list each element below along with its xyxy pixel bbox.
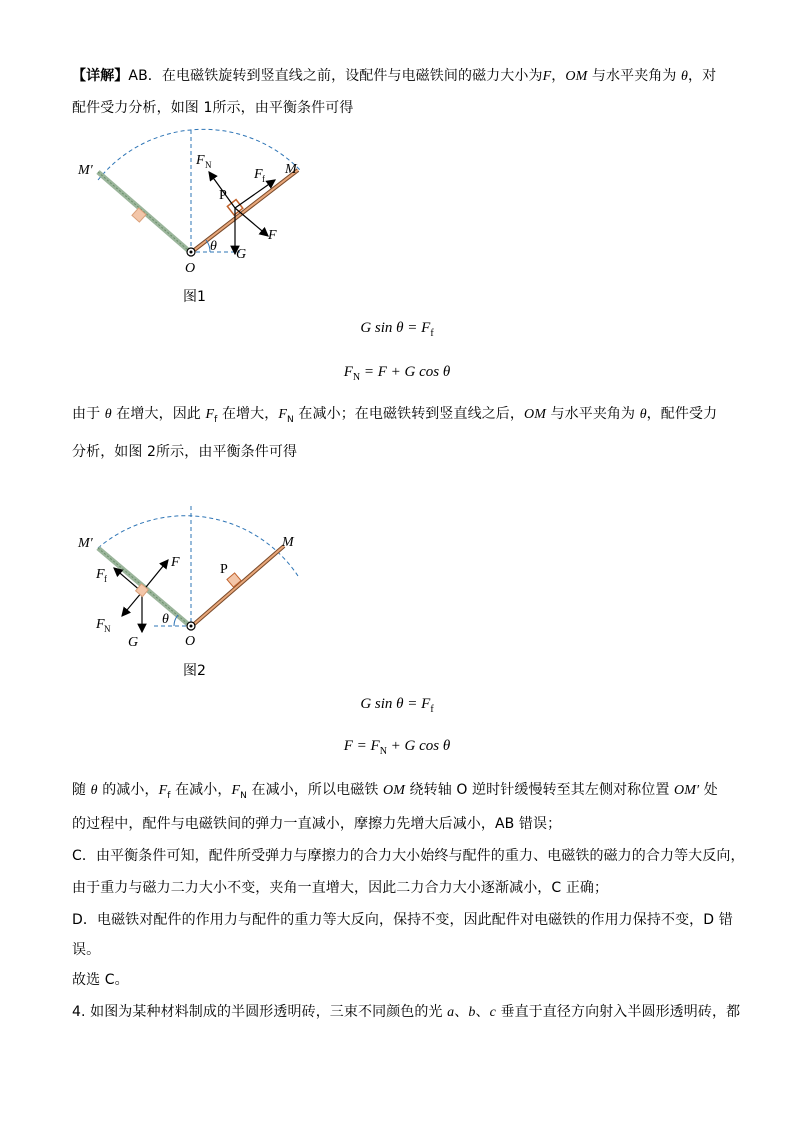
fig2-caption: 图2 [183,663,206,679]
fig1-label-O: O [185,261,196,276]
equation-4: $F = F_N + G$ cos θ [343,738,451,757]
fig2-label-O: O [185,634,196,649]
figure-1 [70,124,320,284]
para2-line2: 分析，如图 2所示，由平衡条件可得 [72,444,298,460]
fig1-label-Ff-sub: f [262,174,265,184]
fig1-label-P: P [219,188,227,203]
fig1-label-Ff: F [254,167,263,182]
fig1-label-M: M [285,162,297,177]
fig1-label-theta: θ [210,239,217,254]
fig1-label-FN-sub: N [205,160,212,170]
para6-line1: 故选 C。 [72,972,129,988]
fig1-label-Mprime: M′ [78,163,93,178]
fig1-arrow-F [235,208,268,236]
figure-2 [70,498,320,658]
para4-line1: C．由平衡条件可知，配件所受弹力与摩擦力的合力大小始终与配件的重力、电磁铁的磁力的合力等大反向， [72,848,745,864]
equation-1: G $\sin \theta = F_f$ [360,320,434,339]
fig2-label-P: P [220,562,228,577]
para7-line1: 4. 如图为某种材料制成的半圆形透明砖，三束不同颜色的光 a、b、c 垂直于直径方向射入半圆形透明砖，都 [72,1004,741,1020]
fig2-label-G: G [128,635,139,650]
fig2-label-Mprime: M′ [78,536,93,551]
fig2-label-theta: θ [162,612,169,627]
fig2-label-F: F [171,555,180,570]
fig2-label-Ff-sub: f [104,574,107,584]
para1-line1: 【详解】AB．在电磁铁旋转到竖直线之前，设配件与电磁铁间的磁力大小为F，OM 与水平夹角为 θ，对 [72,68,717,84]
para5-line2: 误。 [72,942,101,958]
fig2-label-M: M [282,535,294,550]
fig1-label-F: F [268,228,277,243]
fig1-label-G: G [236,247,247,262]
fig1-caption: 图1 [183,289,206,305]
fig2-label-FN-sub: N [104,624,111,634]
para1-line2: 配件受力分析，如图 1所示，由平衡条件可得 [72,100,354,116]
fig2-label-Ff: F [96,567,105,582]
equation-3: G $\sin \theta = F_f$ [360,696,434,715]
para4-line2: 由于重力与磁力二力大小不变，夹角一直增大，因此二力合力大小逐渐减小，C 正确； [72,880,609,896]
fig2-arrow-FN [122,592,142,616]
para5-line1: D．电磁铁对配件的作用力与配件的重力等大反向，保持不变，因此配件对电磁铁的作用力保持不变，D 错 [72,912,733,928]
fig2-arc [98,516,298,576]
fig2-label-FN: F [96,617,105,632]
equation-2: $F_N = F + G$ cos θ [343,364,451,383]
para2-line1: 由于 θ 在增大，因此 $F_f$ 在增大，$F_N$ 在减小；在电磁铁转到竖直线之后，OM 与水平夹角为 θ，配件受力 [72,406,718,425]
fig1-label-FN: F [196,153,205,168]
para3-line1: 随 θ 的减小，$F_f$ 在减小，$F_N$ 在减小，所以电磁铁 OM 绕转轴 O 逆时针缓慢转至其左侧对称位置 OM′ 处 [72,782,718,801]
para3-line2: 的过程中，配件与电磁铁间的弹力一直减小，摩擦力先增大后减小，AB 错误； [72,816,562,832]
detail-label: 【详解】 [72,68,129,84]
